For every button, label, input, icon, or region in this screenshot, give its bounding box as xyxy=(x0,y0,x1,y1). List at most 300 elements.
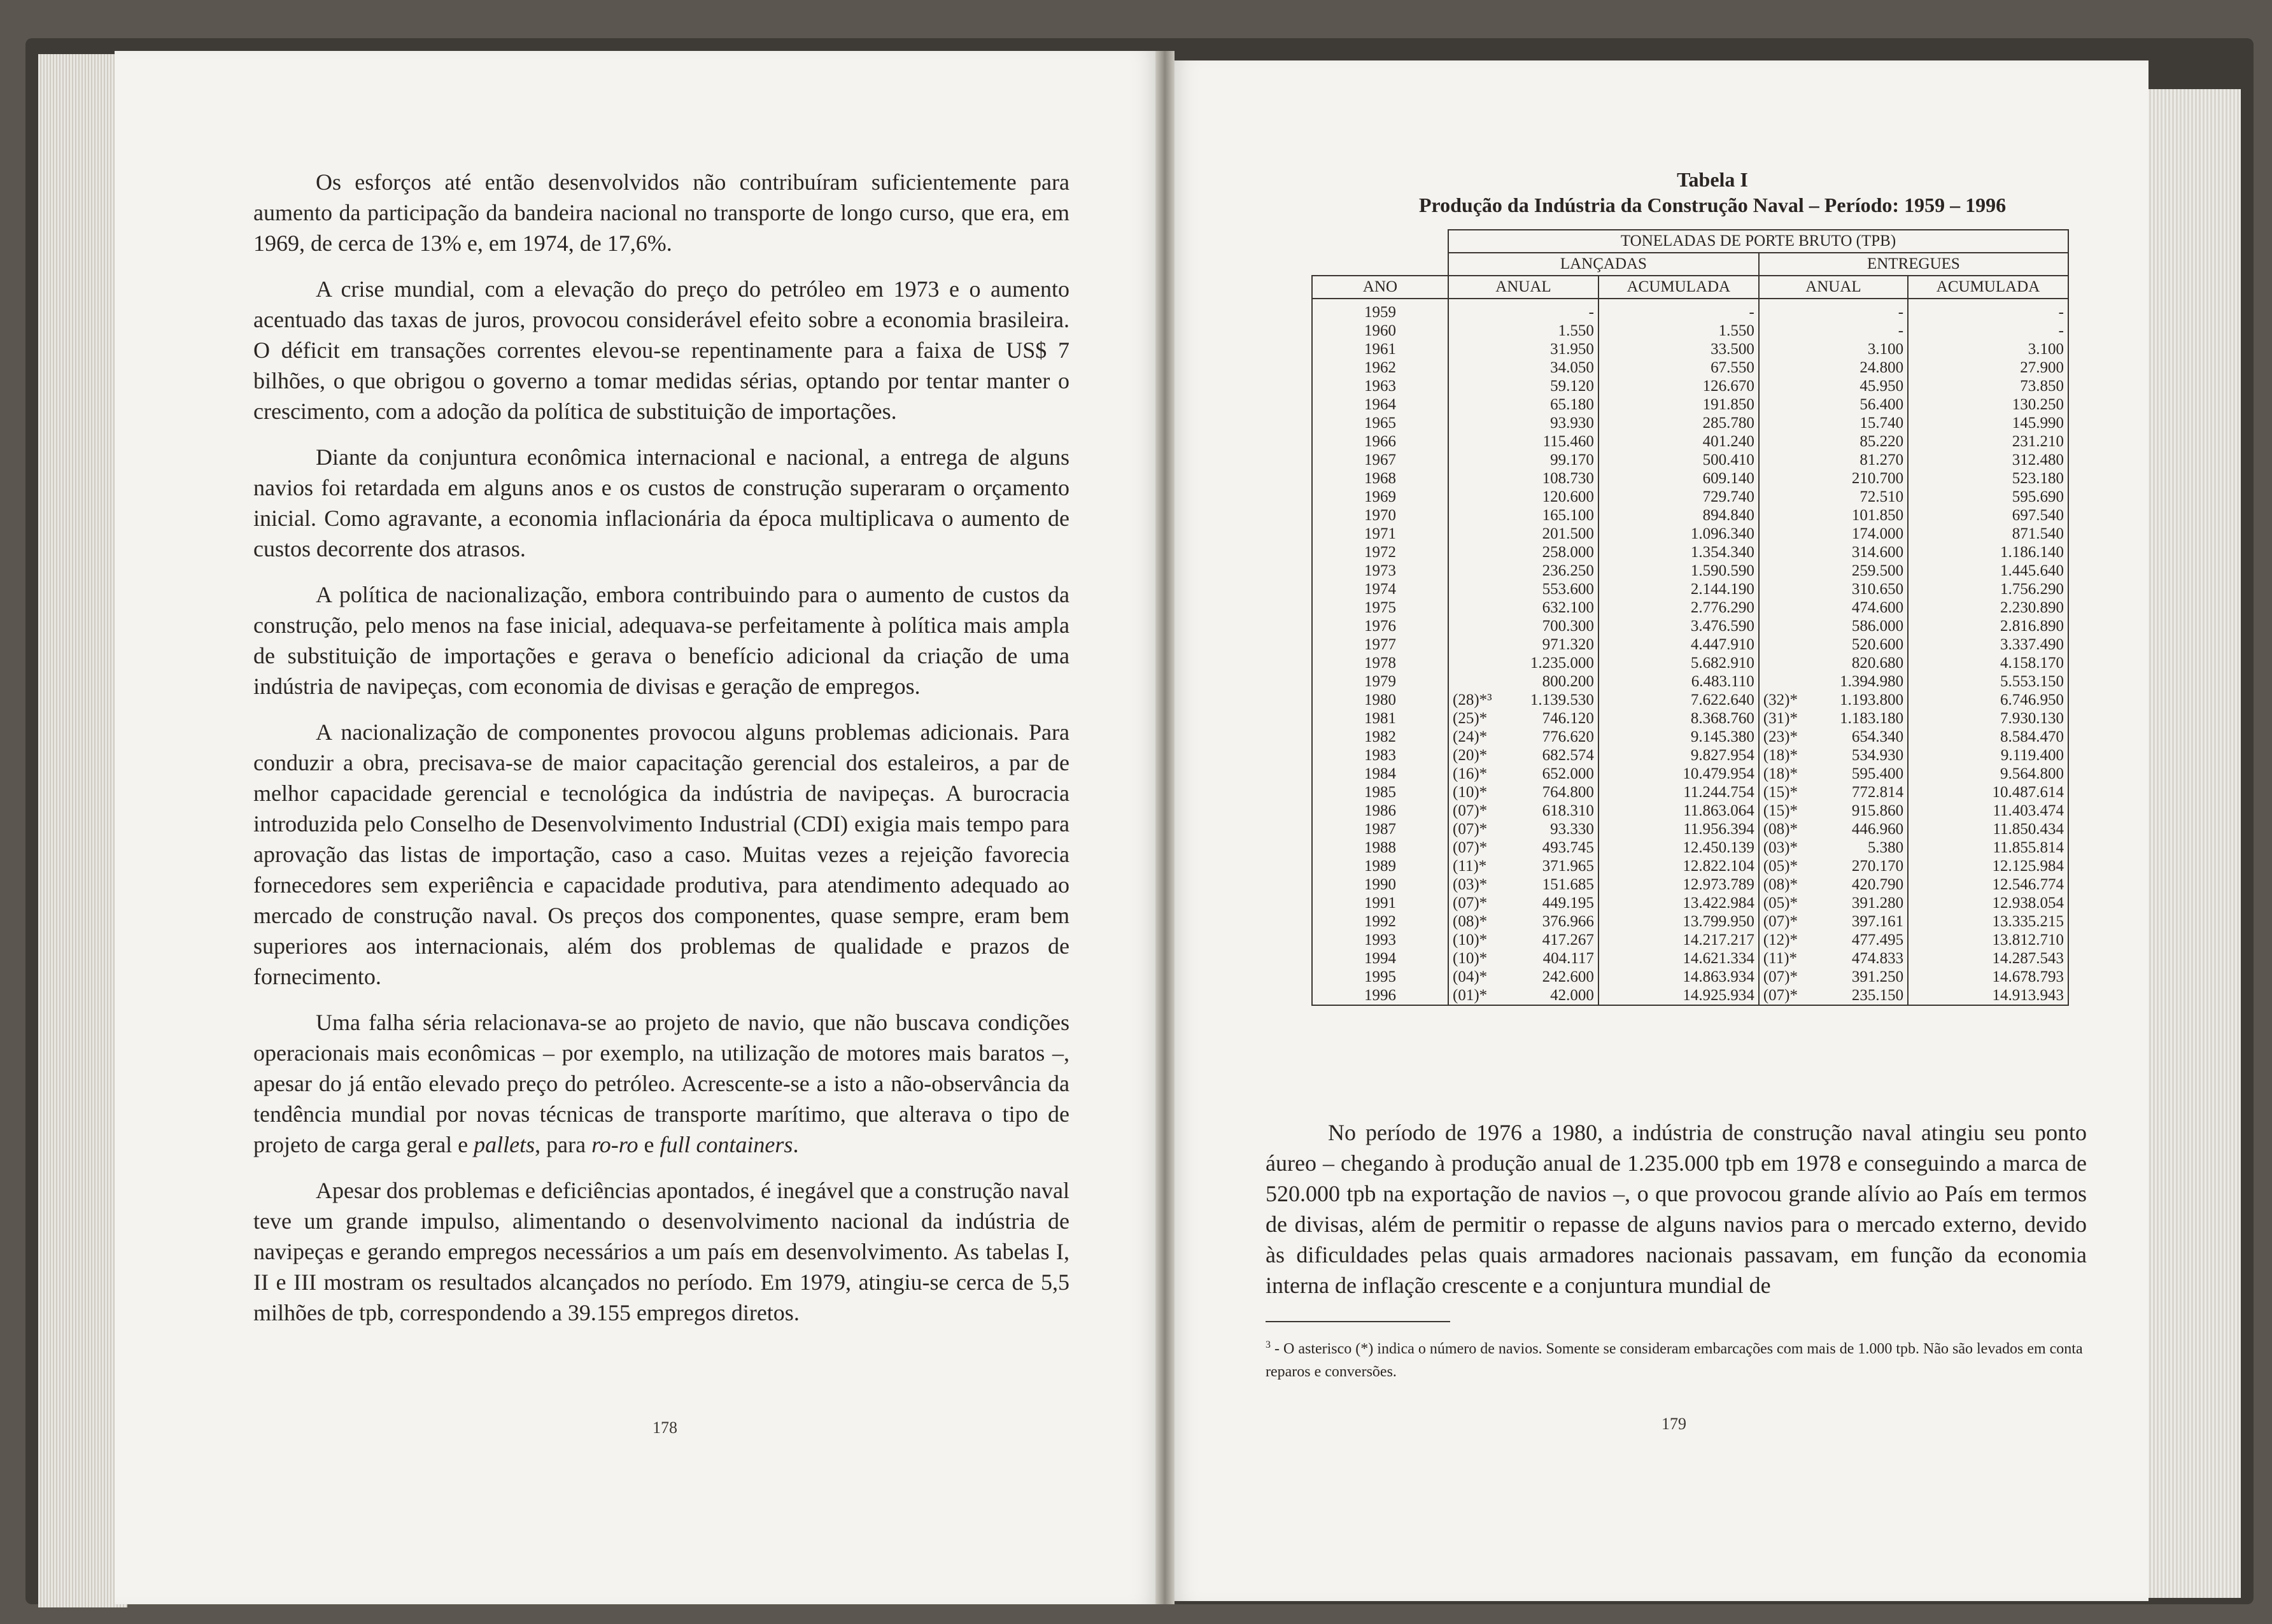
table-cell: 1978 xyxy=(1312,654,1448,672)
paragraph: A nacionalização de componentes provocou alguns problemas adicionais. Para conduzir a obra, precisava-se de maior capacitação gerencial dos estaleiros, a par de melhor capacidade gerencial e tecnológica da indústria de navipeças. A burocracia introduzida pelo Conselho de Desenvolvimento Industrial (CDI) exigia mais tempo para aprovação das listas de importação, caso a caso. Muitas vezes a rejeição favorecia fornecedores sem experiência e capacidade produtiva, para atendimento adequado ao mercado de construção naval. Os preços dos componentes, quase sempre, eram bem superiores aos internacionais, além dos problemas de qualidade e prazos de fornecimento. xyxy=(253,719,1069,989)
table-cell: 1.096.340 xyxy=(1598,525,1759,543)
header-launched-annual: ANUAL xyxy=(1448,276,1598,299)
table-cell: 523.180 xyxy=(1908,469,2068,488)
table-cell xyxy=(1759,598,1805,617)
table-cell xyxy=(1448,672,1496,691)
table-cell: 654.340 xyxy=(1805,728,1908,746)
text-run: , para xyxy=(535,1132,592,1157)
table-cell xyxy=(1759,488,1805,506)
header-delivered: ENTREGUES xyxy=(1759,253,2068,276)
table-cell: 1981 xyxy=(1312,709,1448,728)
table-cell xyxy=(1759,617,1805,635)
table-cell: 1961 xyxy=(1312,340,1448,358)
table-cell: 1963 xyxy=(1312,377,1448,395)
table-cell xyxy=(1759,414,1805,432)
table-cell: 314.600 xyxy=(1805,543,1908,561)
table-cell: 201.500 xyxy=(1496,525,1598,543)
table-row xyxy=(1312,765,2068,783)
table-cell: 270.170 xyxy=(1805,857,1908,875)
table-row xyxy=(1312,894,2068,912)
table-cell: 1995 xyxy=(1312,968,1448,986)
table-cell: 11.244.754 xyxy=(1598,783,1759,801)
table-cell: 231.210 xyxy=(1908,432,2068,451)
table-cell: 5.553.150 xyxy=(1908,672,2068,691)
table-cell: 73.850 xyxy=(1908,377,2068,395)
table-cell: 59.120 xyxy=(1496,377,1598,395)
table-cell: 1975 xyxy=(1312,598,1448,617)
table-cell xyxy=(1448,598,1496,617)
table-cell xyxy=(1759,561,1805,580)
table-cell xyxy=(1448,617,1496,635)
table-row xyxy=(1312,728,2068,746)
table-cell: 5.380 xyxy=(1805,838,1908,857)
table-cell: 1990 xyxy=(1312,875,1448,894)
table-cell: 13.335.215 xyxy=(1908,912,2068,931)
table-cell: (10)* xyxy=(1448,931,1496,949)
table-cell: 65.180 xyxy=(1496,395,1598,414)
table-cell: 11.855.814 xyxy=(1908,838,2068,857)
paragraph: Os esforços até então desenvolvidos não contribuíram suficientemente para aumento da participação da bandeira nacional no transporte de longo curso, que era, em 1969, de cerca de 13% e, em 1974, de 17,6%. xyxy=(253,169,1069,256)
table-cell: 697.540 xyxy=(1908,506,2068,525)
paragraph: No período de 1976 a 1980, a indústria de construção naval atingiu seu ponto áureo – chegando à produção anual de 1.235.000 tpb em 1978 e conseguindo a marca de 520.000 tpb na exportação de navios –, o que provocou grande alívio ao País em termos de divisas, além de permitir o repasse de alguns navios para o mercado externo, devido às dificuldades pelas quais armadores nacionais passavam, em função da economia interna de inflação crescente e a conjuntura mundial de xyxy=(1266,1120,2087,1298)
table-cell xyxy=(1448,506,1496,525)
table-cell xyxy=(1448,321,1496,340)
table-cell: (03)* xyxy=(1448,875,1496,894)
table-cell: (08)* xyxy=(1448,912,1496,931)
table-cell: 1.139.530 xyxy=(1496,691,1598,709)
table-cell: 1.193.800 xyxy=(1805,691,1908,709)
table-row xyxy=(1312,635,2068,654)
table-cell: 682.574 xyxy=(1496,746,1598,765)
header-tpb: TONELADAS DE PORTE BRUTO (TPB) xyxy=(1448,230,2068,253)
table-cell: 1965 xyxy=(1312,414,1448,432)
header-delivered-accum: ACUMULADA xyxy=(1908,276,2068,299)
table-cell: (01)* xyxy=(1448,986,1496,1005)
table-row xyxy=(1312,525,2068,543)
table-cell: 1987 xyxy=(1312,820,1448,838)
table-cell: 449.195 xyxy=(1496,894,1598,912)
table-row xyxy=(1312,857,2068,875)
table-cell: - xyxy=(1908,321,2068,340)
table-cell: 1971 xyxy=(1312,525,1448,543)
table-cell: (18)* xyxy=(1759,765,1805,783)
table-cell xyxy=(1759,635,1805,654)
table-cell xyxy=(1448,451,1496,469)
table-row xyxy=(1312,968,2068,986)
table-row xyxy=(1312,299,2068,321)
table-cell: 93.930 xyxy=(1496,414,1598,432)
table-cell xyxy=(1759,525,1805,543)
table-cell: 1992 xyxy=(1312,912,1448,931)
table-cell: 391.250 xyxy=(1805,968,1908,986)
corner-cell xyxy=(1312,253,1448,276)
table-cell: (05)* xyxy=(1759,894,1805,912)
table-cell: 67.550 xyxy=(1598,358,1759,377)
footnote xyxy=(1266,1334,2087,1383)
table-cell: (07)* xyxy=(1759,986,1805,1005)
table-cell: 1962 xyxy=(1312,358,1448,377)
table-cell: 1966 xyxy=(1312,432,1448,451)
table-row xyxy=(1312,543,2068,561)
emphasis: full containers xyxy=(660,1132,793,1157)
table-cell: 1.550 xyxy=(1496,321,1598,340)
table-cell: 99.170 xyxy=(1496,451,1598,469)
header-launched-accum: ACUMULADA xyxy=(1598,276,1759,299)
table-title xyxy=(1311,167,2113,218)
table-cell xyxy=(1448,654,1496,672)
table-cell xyxy=(1448,561,1496,580)
table-cell: 1.394.980 xyxy=(1805,672,1908,691)
table-cell: 1988 xyxy=(1312,838,1448,857)
table-cell: (12)* xyxy=(1759,931,1805,949)
table-cell: 820.680 xyxy=(1805,654,1908,672)
table-cell xyxy=(1759,299,1805,321)
table-row xyxy=(1312,321,2068,340)
table-row xyxy=(1312,451,2068,469)
table-cell: 1996 xyxy=(1312,986,1448,1005)
table-cell: (07)* xyxy=(1448,820,1496,838)
table-cell: 474.833 xyxy=(1805,949,1908,968)
table-cell xyxy=(1448,414,1496,432)
table-row xyxy=(1312,377,2068,395)
table-row xyxy=(1312,672,2068,691)
table-cell: 108.730 xyxy=(1496,469,1598,488)
table-cell: 14.913.943 xyxy=(1908,986,2068,1005)
table-cell: 700.300 xyxy=(1496,617,1598,635)
footnote-mark: 3 xyxy=(1266,1339,1271,1350)
table-row xyxy=(1312,801,2068,820)
table-cell: 3.337.490 xyxy=(1908,635,2068,654)
table-cell: 81.270 xyxy=(1805,451,1908,469)
table-cell: 404.117 xyxy=(1496,949,1598,968)
table-cell: 3.476.590 xyxy=(1598,617,1759,635)
table-cell: (08)* xyxy=(1759,875,1805,894)
table-cell: 1989 xyxy=(1312,857,1448,875)
table-cell xyxy=(1448,340,1496,358)
table-cell xyxy=(1448,432,1496,451)
table-cell: 1.354.340 xyxy=(1598,543,1759,561)
table-cell: 13.812.710 xyxy=(1908,931,2068,949)
table-cell xyxy=(1759,654,1805,672)
table-cell xyxy=(1759,321,1805,340)
table-cell: 174.000 xyxy=(1805,525,1908,543)
table-cell: (16)* xyxy=(1448,765,1496,783)
table-cell: 8.584.470 xyxy=(1908,728,2068,746)
table-cell xyxy=(1448,525,1496,543)
table-cell: 27.900 xyxy=(1908,358,2068,377)
table-cell: 210.700 xyxy=(1805,469,1908,488)
table-cell: 371.965 xyxy=(1496,857,1598,875)
table-cell: 191.850 xyxy=(1598,395,1759,414)
footnote-text: - O asterisco (*) indica o número de navios. Somente se consideram embarcações com mais de 1.000 tpb. Não são levados em conta reparos e conversões. xyxy=(1266,1341,2083,1380)
table-cell: 8.368.760 xyxy=(1598,709,1759,728)
table-cell: 520.600 xyxy=(1805,635,1908,654)
table-cell: 1986 xyxy=(1312,801,1448,820)
table-cell: 493.745 xyxy=(1496,838,1598,857)
table-body xyxy=(1312,299,2068,1005)
table-row xyxy=(1312,561,2068,580)
table-cell: 800.200 xyxy=(1496,672,1598,691)
table-cell: 1979 xyxy=(1312,672,1448,691)
table-cell: 1.183.180 xyxy=(1805,709,1908,728)
table-cell: 1984 xyxy=(1312,765,1448,783)
table-caption: Produção da Indústria da Construção Naval – Período: 1959 – 1996 xyxy=(1418,194,2007,216)
table-cell xyxy=(1448,469,1496,488)
table-cell: 4.158.170 xyxy=(1908,654,2068,672)
table-cell: 6.483.110 xyxy=(1598,672,1759,691)
table-cell: 11.863.064 xyxy=(1598,801,1759,820)
table-cell: 1964 xyxy=(1312,395,1448,414)
table-cell: (32)* xyxy=(1759,691,1805,709)
table-cell: (11)* xyxy=(1448,857,1496,875)
table-cell: 4.447.910 xyxy=(1598,635,1759,654)
table-row xyxy=(1312,580,2068,598)
table-cell: 391.280 xyxy=(1805,894,1908,912)
table-row xyxy=(1312,469,2068,488)
table-cell xyxy=(1759,358,1805,377)
table-cell: 145.990 xyxy=(1908,414,2068,432)
table-cell: 14.287.543 xyxy=(1908,949,2068,968)
table-cell: 93.330 xyxy=(1496,820,1598,838)
text-run: Uma falha séria relacionava-se ao projeto de navio, que não buscava condições operacionais mais econômicas – por exemplo, na utilização de motores mais baratos –, apesar do já então elevado preço do petróleo. Acrescente-se a isto a não-observância da tendência mundial por novas técnicas de transporte marítimo, que alterava o tipo de projeto de carga geral e xyxy=(253,1010,1069,1157)
table-cell: 1.186.140 xyxy=(1908,543,2068,561)
table-cell: 12.450.139 xyxy=(1598,838,1759,857)
table-cell xyxy=(1448,488,1496,506)
table-cell: 310.650 xyxy=(1805,580,1908,598)
table-cell: 11.956.394 xyxy=(1598,820,1759,838)
header-launched: LANÇADAS xyxy=(1448,253,1759,276)
table-cell: 13.799.950 xyxy=(1598,912,1759,931)
table-cell: (07)* xyxy=(1759,912,1805,931)
table-cell: 1973 xyxy=(1312,561,1448,580)
table-cell: (08)* xyxy=(1759,820,1805,838)
table-cell: 258.000 xyxy=(1496,543,1598,561)
table-cell: 1.445.640 xyxy=(1908,561,2068,580)
table-cell xyxy=(1759,469,1805,488)
table-cell: (18)* xyxy=(1759,746,1805,765)
table-cell: 1983 xyxy=(1312,746,1448,765)
table-cell xyxy=(1759,580,1805,598)
table-cell: 235.150 xyxy=(1805,986,1908,1005)
table-cell: 3.100 xyxy=(1908,340,2068,358)
table-cell: 14.678.793 xyxy=(1908,968,2068,986)
table-cell xyxy=(1759,543,1805,561)
left-page-body xyxy=(253,167,1069,1343)
table-row xyxy=(1312,875,2068,894)
table-cell: 242.600 xyxy=(1496,968,1598,986)
page-number-right: 179 xyxy=(1662,1415,1686,1433)
table-label: Tabela I xyxy=(1677,168,1748,191)
table-cell: 10.479.954 xyxy=(1598,765,1759,783)
paragraph: A política de nacionalização, embora contribuindo para o aumento de custos da construção, pelo menos na fase inicial, adequava-se perfeitamente à política mais ampla de substituição de importações e gerava o benefício adicional da criação de uma indústria de navipeças, com economia de divisas e geração de empregos. xyxy=(253,582,1069,699)
table-cell: 1.590.590 xyxy=(1598,561,1759,580)
table-row xyxy=(1312,598,2068,617)
table-cell: 15.740 xyxy=(1805,414,1908,432)
table-cell: 1977 xyxy=(1312,635,1448,654)
corner-cell xyxy=(1312,230,1448,253)
table-cell: 14.217.217 xyxy=(1598,931,1759,949)
table-cell: 1969 xyxy=(1312,488,1448,506)
header-year: ANO xyxy=(1312,276,1448,299)
left-page-edges xyxy=(38,54,127,1607)
table-cell xyxy=(1448,377,1496,395)
table-cell: 376.966 xyxy=(1496,912,1598,931)
table-row xyxy=(1312,358,2068,377)
table-cell: 417.267 xyxy=(1496,931,1598,949)
table-cell: 259.500 xyxy=(1805,561,1908,580)
table-cell: 746.120 xyxy=(1496,709,1598,728)
table-cell: 130.250 xyxy=(1908,395,2068,414)
table-cell: 474.600 xyxy=(1805,598,1908,617)
table-cell: 12.822.104 xyxy=(1598,857,1759,875)
table-cell: 9.145.380 xyxy=(1598,728,1759,746)
page-number-left: 178 xyxy=(653,1418,677,1437)
table-cell: 33.500 xyxy=(1598,340,1759,358)
table-cell: 56.400 xyxy=(1805,395,1908,414)
paragraph xyxy=(253,1007,1069,1160)
table-row xyxy=(1312,820,2068,838)
paragraph: Diante da conjuntura econômica internacional e nacional, a entrega de alguns navios foi retardada em alguns anos e os custos de construção superaram o orçamento inicial. Como agravante, a economia inflacionária da época multiplicava o aumento de custos decorrente dos atrasos. xyxy=(253,444,1069,561)
table-cell: 34.050 xyxy=(1496,358,1598,377)
table-cell: 915.860 xyxy=(1805,801,1908,820)
table-cell: 9.827.954 xyxy=(1598,746,1759,765)
footnote-rule xyxy=(1266,1321,1450,1322)
table-cell: 3.100 xyxy=(1805,340,1908,358)
table-cell: 534.930 xyxy=(1805,746,1908,765)
table-cell xyxy=(1759,672,1805,691)
table-cell: 126.670 xyxy=(1598,377,1759,395)
table-cell: 772.814 xyxy=(1805,783,1908,801)
table-cell: (23)* xyxy=(1759,728,1805,746)
table-cell: 2.776.290 xyxy=(1598,598,1759,617)
table-cell: 7.930.130 xyxy=(1908,709,2068,728)
table-cell: (15)* xyxy=(1759,783,1805,801)
table-row xyxy=(1312,395,2068,414)
table-cell: 1980 xyxy=(1312,691,1448,709)
table-cell: 776.620 xyxy=(1496,728,1598,746)
table-cell: 5.682.910 xyxy=(1598,654,1759,672)
table-cell: 1982 xyxy=(1312,728,1448,746)
table-row xyxy=(1312,986,2068,1005)
table-cell: 10.487.614 xyxy=(1908,783,2068,801)
text-run: . xyxy=(793,1132,799,1157)
table-cell: (07)* xyxy=(1759,968,1805,986)
table-cell: 13.422.984 xyxy=(1598,894,1759,912)
table-cell xyxy=(1448,299,1496,321)
table-cell: 586.000 xyxy=(1805,617,1908,635)
table-cell: 14.621.334 xyxy=(1598,949,1759,968)
table-cell: 120.600 xyxy=(1496,488,1598,506)
table-row xyxy=(1312,746,2068,765)
table-cell: 101.850 xyxy=(1805,506,1908,525)
table-cell: 609.140 xyxy=(1598,469,1759,488)
table-cell: 595.400 xyxy=(1805,765,1908,783)
table-cell: 236.250 xyxy=(1496,561,1598,580)
table-cell: 1968 xyxy=(1312,469,1448,488)
text-run: e xyxy=(638,1132,660,1157)
table-cell: 151.685 xyxy=(1496,875,1598,894)
table-cell: 12.938.054 xyxy=(1908,894,2068,912)
table-cell: 1985 xyxy=(1312,783,1448,801)
table-cell: 9.119.400 xyxy=(1908,746,2068,765)
table-cell: (20)* xyxy=(1448,746,1496,765)
table-row xyxy=(1312,709,2068,728)
emphasis: pallets xyxy=(474,1132,535,1157)
table-row xyxy=(1312,783,2068,801)
table-cell: - xyxy=(1805,321,1908,340)
table-cell: 24.800 xyxy=(1805,358,1908,377)
table-cell xyxy=(1759,395,1805,414)
paragraph: A crise mundial, com a elevação do preço do petróleo em 1973 e o aumento acentuado das taxas de juros, provocou considerável efeito sobre a economia brasileira. O déficit em transações correntes elevou-se repentinamente para a faixa de US$ 7 bilhões, o que obrigou o governo a tomar medidas sérias, optando por tentar manter o crescimento, com a adoção da política de substituição de importações. xyxy=(253,276,1069,424)
table-cell: 285.780 xyxy=(1598,414,1759,432)
table-cell: 165.100 xyxy=(1496,506,1598,525)
table-cell: 12.973.789 xyxy=(1598,875,1759,894)
table-cell: 9.564.800 xyxy=(1908,765,2068,783)
right-page-body xyxy=(1266,1117,2087,1301)
table-cell: - xyxy=(1598,299,1759,321)
table-row xyxy=(1312,617,2068,635)
table-cell xyxy=(1759,432,1805,451)
table-cell: (03)* xyxy=(1759,838,1805,857)
table-cell: 12.125.984 xyxy=(1908,857,2068,875)
table-cell xyxy=(1448,395,1496,414)
table-cell: 632.100 xyxy=(1496,598,1598,617)
table-cell: 971.320 xyxy=(1496,635,1598,654)
table-cell: 729.740 xyxy=(1598,488,1759,506)
table-row xyxy=(1312,691,2068,709)
table-cell: (05)* xyxy=(1759,857,1805,875)
table-cell: 14.863.934 xyxy=(1598,968,1759,986)
table-cell: 31.950 xyxy=(1496,340,1598,358)
emphasis: ro-ro xyxy=(591,1132,639,1157)
table-cell xyxy=(1759,340,1805,358)
book-gutter xyxy=(1155,51,1175,1604)
table-cell xyxy=(1759,377,1805,395)
table-cell: (24)* xyxy=(1448,728,1496,746)
table-cell: (07)* xyxy=(1448,838,1496,857)
paragraph: Apesar dos problemas e deficiências apontados, é inegável que a construção naval teve um grande impulso, alimentando o desenvolvimento nacional da indústria de navipeças e gerando empregos necessários a um país em desenvolvimento. As tabelas I, II e III mostram os resultados alcançados no período. Em 1979, atingiu-se cerca de 5,5 milhões de tpb, correspondendo a 39.155 empregos diretos. xyxy=(253,1178,1069,1325)
table-row xyxy=(1312,488,2068,506)
table-cell: (07)* xyxy=(1448,894,1496,912)
table-cell: 401.240 xyxy=(1598,432,1759,451)
table-cell: 12.546.774 xyxy=(1908,875,2068,894)
table-cell: (04)* xyxy=(1448,968,1496,986)
table-cell: 312.480 xyxy=(1908,451,2068,469)
table-cell: 1960 xyxy=(1312,321,1448,340)
production-table xyxy=(1311,229,2069,1006)
table-row xyxy=(1312,340,2068,358)
table-cell: 1.756.290 xyxy=(1908,580,2068,598)
table-cell: 6.746.950 xyxy=(1908,691,2068,709)
table-row xyxy=(1312,414,2068,432)
table-cell: - xyxy=(1496,299,1598,321)
table-cell xyxy=(1448,358,1496,377)
table-cell: 7.622.640 xyxy=(1598,691,1759,709)
table-cell xyxy=(1448,580,1496,598)
table-cell: - xyxy=(1805,299,1908,321)
table-cell: 871.540 xyxy=(1908,525,2068,543)
table-cell: 1976 xyxy=(1312,617,1448,635)
table-cell: 1991 xyxy=(1312,894,1448,912)
table-cell xyxy=(1448,635,1496,654)
table-cell: (11)* xyxy=(1759,949,1805,968)
table-cell: 1970 xyxy=(1312,506,1448,525)
table-cell: (10)* xyxy=(1448,783,1496,801)
table-cell: 1.235.000 xyxy=(1496,654,1598,672)
table-cell: 42.000 xyxy=(1496,986,1598,1005)
table-cell: (31)* xyxy=(1759,709,1805,728)
table-row xyxy=(1312,838,2068,857)
